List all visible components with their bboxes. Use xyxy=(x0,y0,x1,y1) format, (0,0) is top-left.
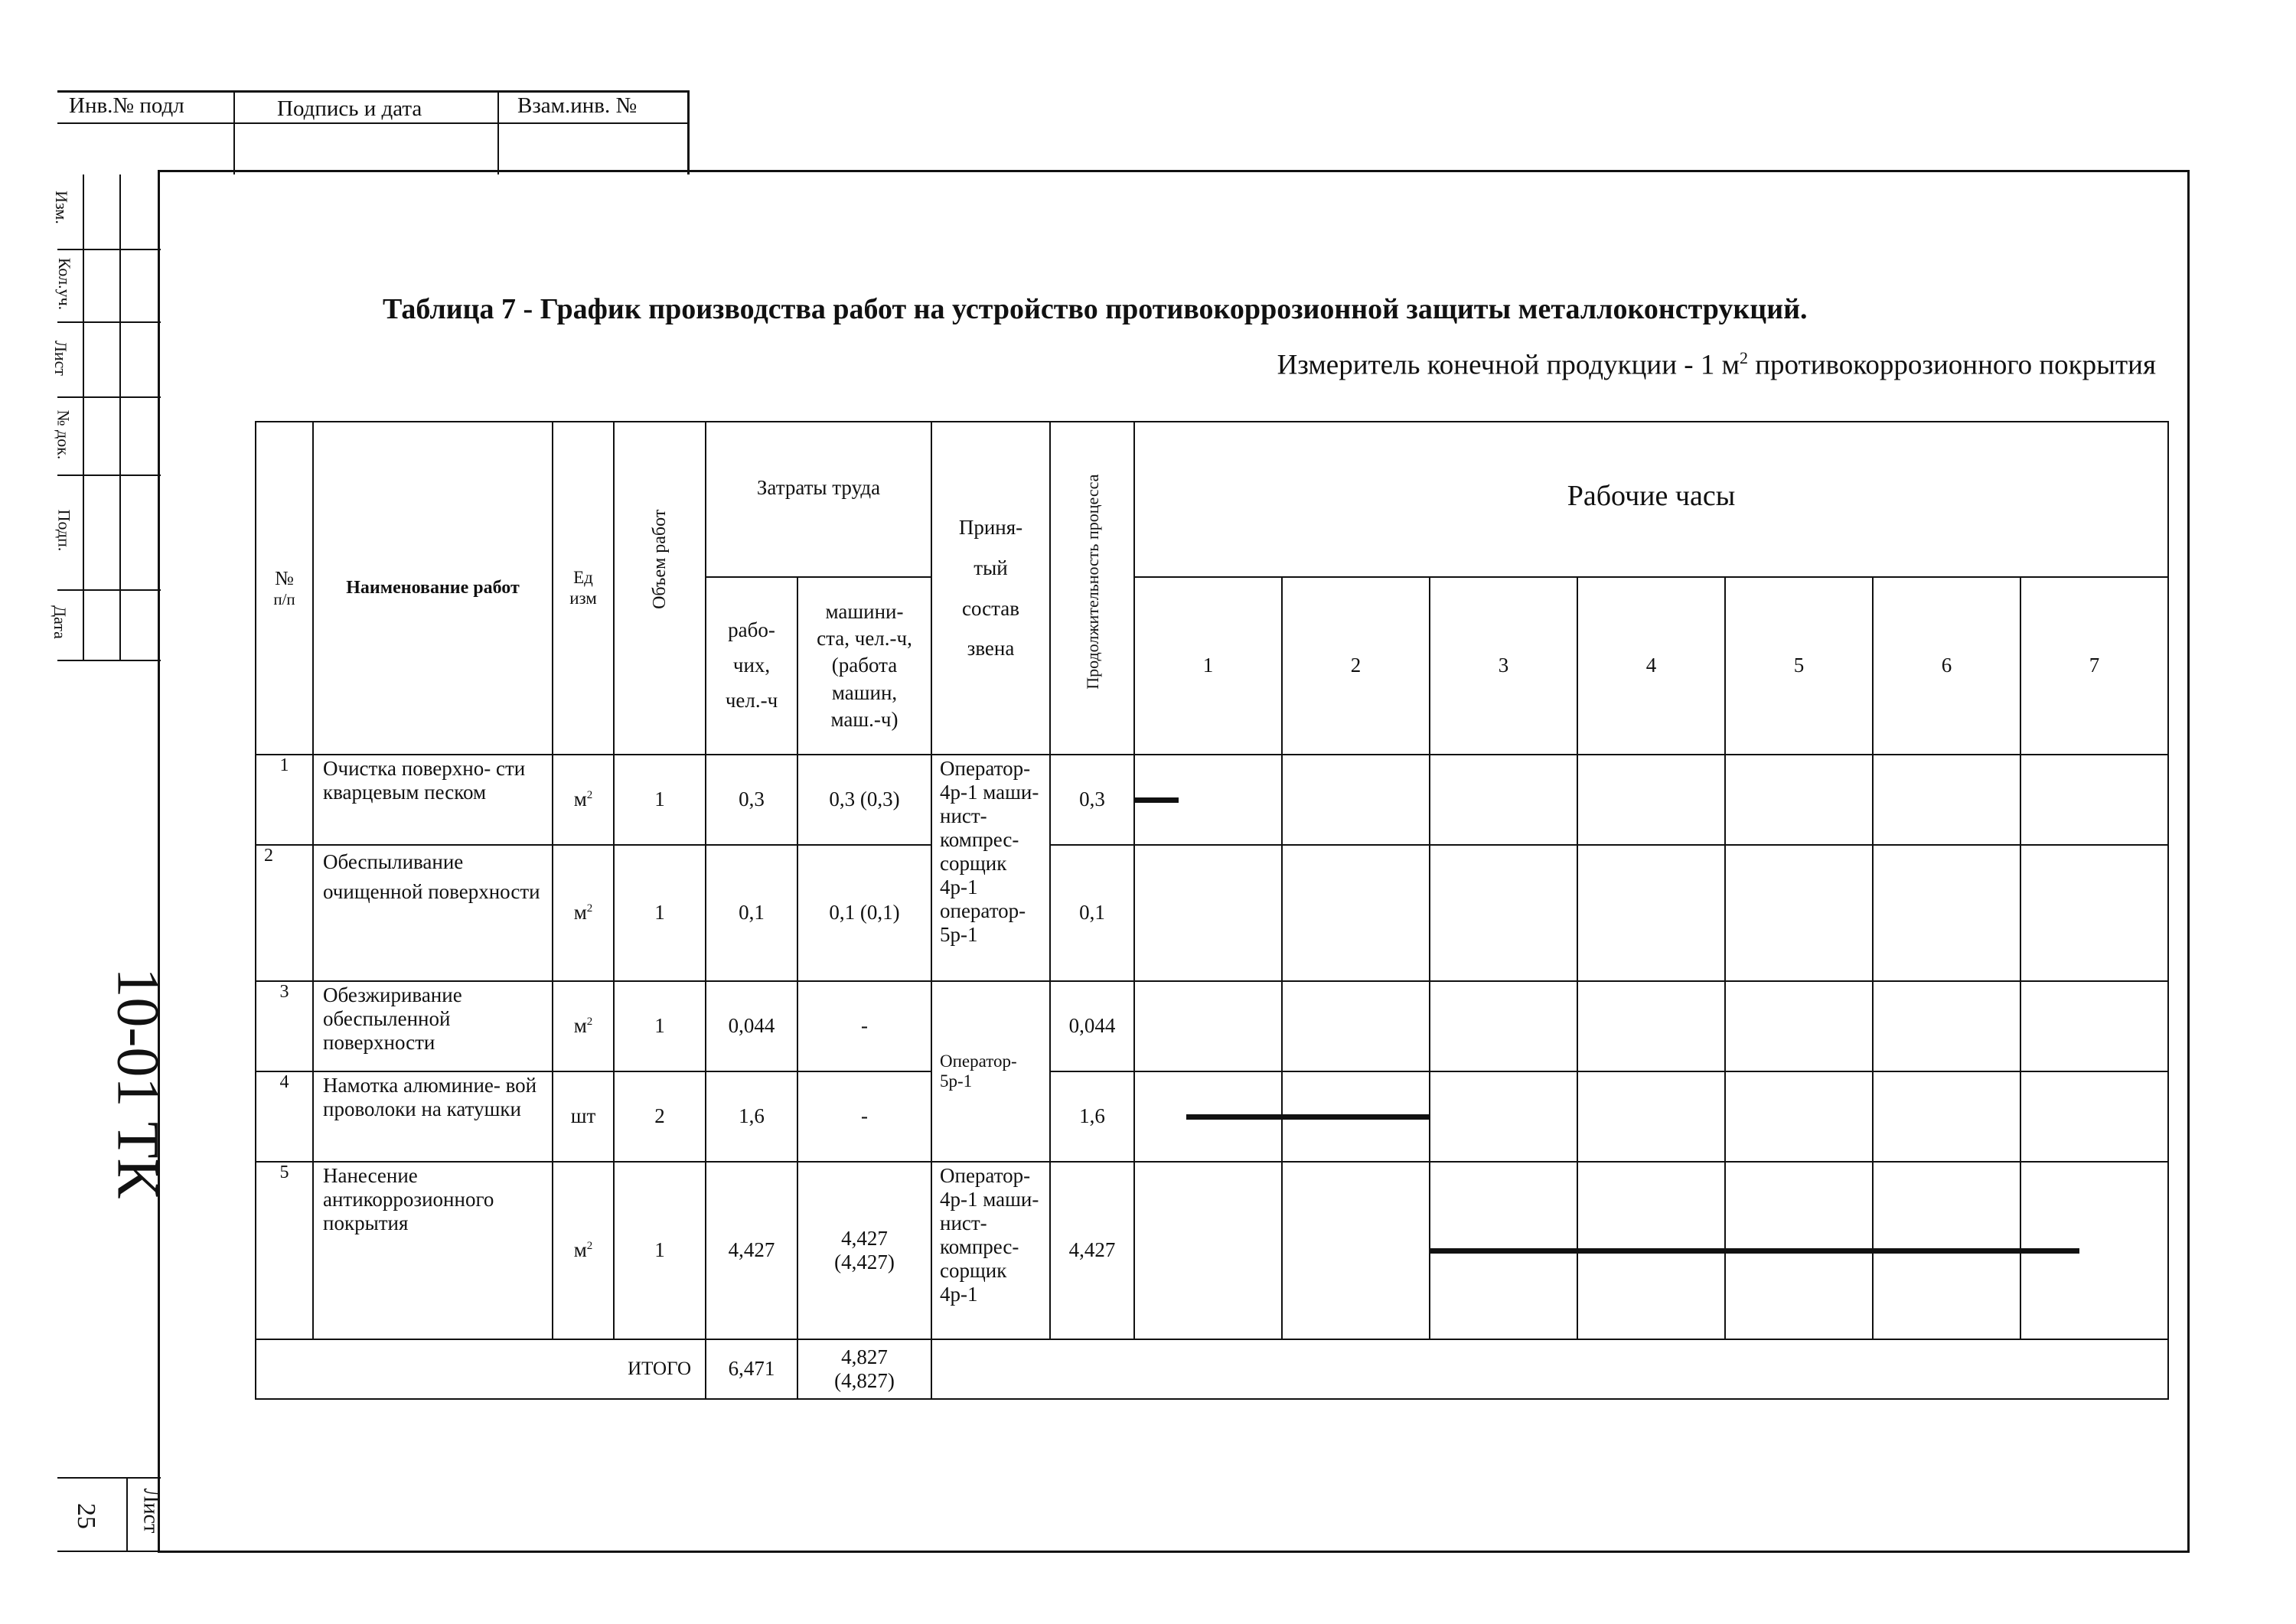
hour-3: 3 xyxy=(1430,577,1577,755)
hour-2: 2 xyxy=(1282,577,1430,755)
row-volume: 1 xyxy=(614,845,706,981)
gantt-cell xyxy=(1873,755,2020,845)
header-num xyxy=(256,422,313,755)
inv-podl-label: Инв.№ подл xyxy=(69,93,184,118)
row-num: 4 xyxy=(256,1071,313,1162)
sheet-number: 25 xyxy=(72,1503,100,1529)
header-unit-1: Ед xyxy=(573,568,593,588)
side-cell-dok: № док. xyxy=(54,409,73,460)
header-volume xyxy=(614,422,706,755)
total-workers: 6,471 xyxy=(706,1339,797,1399)
row-unit-text: м xyxy=(573,1238,587,1262)
gantt-cell xyxy=(1577,981,1725,1071)
row-crew-5: Оператор- 4р-1 маши- нист- компрес- сорщик 4р-1 xyxy=(931,1162,1050,1339)
row-num: 5 xyxy=(256,1162,313,1339)
podpis-data-label: Подпись и дата xyxy=(277,96,422,121)
total-row xyxy=(256,1339,2168,1399)
row-machinists: - xyxy=(797,1071,931,1162)
header-duration-label: Продолжительность процесса xyxy=(1082,474,1102,690)
row-num: 2 xyxy=(256,845,313,981)
row-machinists: 0,3 (0,3) xyxy=(797,755,931,845)
gantt-cell xyxy=(1134,1162,1282,1339)
row-unit xyxy=(553,1162,614,1339)
gantt-cell xyxy=(1873,981,2020,1071)
header-hours: Рабочие часы xyxy=(1134,422,2168,577)
row-name: Очистка поверхно- сти кварцевым песком xyxy=(313,755,553,845)
gantt-cell xyxy=(1577,1071,1725,1162)
row-unit-text: м xyxy=(573,901,587,925)
row-unit xyxy=(553,755,614,845)
gantt-cell xyxy=(2020,845,2168,981)
row-num: 1 xyxy=(256,755,313,845)
side-cell-data: Дата xyxy=(50,605,70,639)
side-cell-list: Лист xyxy=(51,340,71,377)
row-name: Нанесение антикоррозионного покрытия xyxy=(313,1162,553,1339)
row-unit-text: м xyxy=(573,1014,587,1038)
hour-6: 6 xyxy=(1873,577,2020,755)
header-workers: рабо- чих, чел.-ч xyxy=(706,577,797,755)
gantt-cell xyxy=(1430,845,1577,981)
gantt-cell xyxy=(1725,755,1873,845)
row-crew-1-2: Оператор- 4р-1 маши- нист- компрес- сорщик 4р-1 оператор- 5р-1 xyxy=(931,755,1050,981)
gantt-bar-1 xyxy=(1134,797,1179,803)
gantt-cell xyxy=(1577,845,1725,981)
sheet-label: Лист xyxy=(139,1488,163,1534)
row-machinists: 4,427 (4,427) xyxy=(797,1162,931,1339)
header-machinists: машини- ста, чел.-ч, (работа машин, маш.-ч) xyxy=(797,577,931,755)
gantt-cell xyxy=(1725,981,1873,1071)
row-machinists: - xyxy=(797,981,931,1071)
gantt-cell xyxy=(1873,1071,2020,1162)
header-num-label: № xyxy=(275,566,294,589)
table-row xyxy=(256,845,2168,981)
row-unit-sup: 2 xyxy=(586,902,593,915)
gantt-cell xyxy=(1873,845,2020,981)
hour-1: 1 xyxy=(1134,577,1282,755)
row-workers: 0,1 xyxy=(706,845,797,981)
side-cell-kol: Кол.уч. xyxy=(55,257,75,311)
hour-5: 5 xyxy=(1725,577,1873,755)
row-crew-3-4: Оператор- 5р-1 xyxy=(931,981,1050,1162)
vzam-inv-label: Взам.инв. № xyxy=(517,93,638,118)
row-num: 3 xyxy=(256,981,313,1071)
row-volume: 2 xyxy=(614,1071,706,1162)
subtitle-sup: 2 xyxy=(1740,348,1748,367)
gantt-cell xyxy=(2020,1071,2168,1162)
gantt-cell xyxy=(1430,1071,1577,1162)
total-label: ИТОГО xyxy=(256,1339,706,1399)
row-volume: 1 xyxy=(614,981,706,1071)
total-machinists: 4,827 (4,827) xyxy=(797,1339,931,1399)
hour-4: 4 xyxy=(1577,577,1725,755)
row-duration: 4,427 xyxy=(1050,1162,1134,1339)
header-labor: Затраты труда xyxy=(706,422,931,577)
subtitle-suffix: противокоррозионного покрытия xyxy=(1748,349,2156,381)
gantt-cell xyxy=(1134,845,1282,981)
row-duration: 0,3 xyxy=(1050,755,1134,845)
gantt-cell xyxy=(1430,981,1577,1071)
row-name: Намотка алюминие- вой проволоки на катушки xyxy=(313,1071,553,1162)
gantt-cell xyxy=(1282,755,1430,845)
subtitle-prefix: Измеритель конечной продукции - 1 м xyxy=(1277,349,1740,381)
row-duration: 0,044 xyxy=(1050,981,1134,1071)
header-name: Наименование работ xyxy=(313,422,553,755)
table-subtitle xyxy=(1277,348,2156,381)
hour-7: 7 xyxy=(2020,577,2168,755)
gantt-cell xyxy=(1282,1162,1430,1339)
row-duration: 1,6 xyxy=(1050,1071,1134,1162)
gantt-bar-2 xyxy=(1186,1114,1430,1120)
side-cell-podp: Подп. xyxy=(54,509,74,552)
gantt-cell xyxy=(2020,981,2168,1071)
row-unit xyxy=(553,1071,614,1162)
header-crew: Приня- тый состав звена xyxy=(931,422,1050,755)
gantt-cell xyxy=(1430,755,1577,845)
header-unit xyxy=(553,422,614,755)
gantt-cell xyxy=(1134,981,1282,1071)
gantt-cell xyxy=(2020,755,2168,845)
row-duration: 0,1 xyxy=(1050,845,1134,981)
gantt-cell xyxy=(1725,1071,1873,1162)
row-unit-sup: 2 xyxy=(586,1016,593,1029)
row-machinists: 0,1 (0,1) xyxy=(797,845,931,981)
gantt-bar-3 xyxy=(1430,1248,2079,1254)
table-row xyxy=(256,755,2168,845)
gantt-cell xyxy=(1725,845,1873,981)
row-unit-text: шт xyxy=(570,1104,596,1128)
doc-code: 10-01 ТК xyxy=(105,967,172,1198)
table-title: Таблица 7 - График производства работ на устройство противокоррозионной защиты металлоконструкций. xyxy=(383,293,1808,325)
side-cell-izm: Изм. xyxy=(51,191,71,224)
total-empty xyxy=(931,1339,2168,1399)
row-name: Обеспыливание очищенной поверхности xyxy=(313,845,553,981)
row-workers: 4,427 xyxy=(706,1162,797,1339)
header-unit-2: изм xyxy=(569,588,597,608)
gantt-cell xyxy=(1282,981,1430,1071)
row-unit xyxy=(553,981,614,1071)
row-unit-sup: 2 xyxy=(586,1240,593,1253)
row-name: Обезжиривание обеспыленной поверхности xyxy=(313,981,553,1071)
row-unit xyxy=(553,845,614,981)
row-workers: 0,044 xyxy=(706,981,797,1071)
header-duration xyxy=(1050,422,1134,755)
gantt-cell xyxy=(1577,755,1725,845)
row-workers: 0,3 xyxy=(706,755,797,845)
table-row xyxy=(256,981,2168,1071)
row-unit-text: м xyxy=(573,788,587,811)
row-volume: 1 xyxy=(614,755,706,845)
row-unit-sup: 2 xyxy=(586,789,593,802)
header-volume-label: Объем работ xyxy=(650,509,670,609)
row-volume: 1 xyxy=(614,1162,706,1339)
gantt-cell xyxy=(1282,845,1430,981)
header-num-sub: п/п xyxy=(273,589,295,608)
row-workers: 1,6 xyxy=(706,1071,797,1162)
